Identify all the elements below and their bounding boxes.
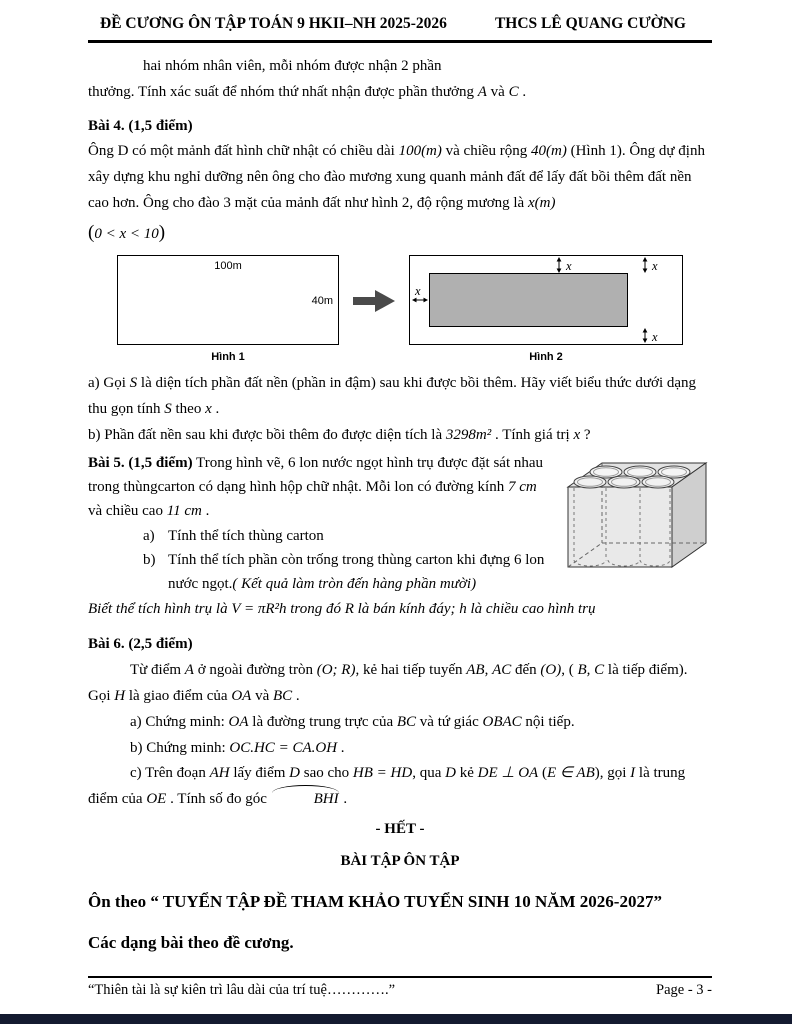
text-segment: kẻ [455,765,478,782]
text-segment: thưởng. Tính xác suất để nhóm thứ nhất nhận được phần thưởng [88,83,478,100]
text-segment: 40(m) [531,143,567,160]
text-segment: và chiều cao [88,503,167,520]
hinh1-length-label: 100m [214,260,242,273]
text-segment: Tính thể tích thùng carton [168,527,324,544]
text-segment: ) [158,221,166,243]
bai4-body [88,139,712,216]
text-segment: 3298m² [445,426,492,443]
text-segment: (O) [540,662,562,679]
text-segment: . [292,687,300,704]
text-segment: ? [580,426,591,443]
text-segment: x [573,426,581,443]
document-body [88,54,712,957]
text-segment: . [518,83,527,100]
text-segment: ( Kết quả làm tròn đến hàng phần mười) [232,576,477,593]
intro-line-1: hai nhóm nhân viên, mỗi nhóm được nhận 2 phần [143,58,442,74]
bai4-part-a [88,371,712,423]
hinh1-width-label: 40m [311,295,333,308]
text-segment: S [129,375,138,392]
arrow-right-icon [351,287,397,315]
text-segment: Biết thể tích hình trụ là V = πR²h trong đó R là bán kính đáy; h là chiều cao hình trụ [88,600,596,617]
page-edge-strip [0,1014,792,1024]
land-figures [88,255,712,367]
hinh2-x-label-left: x [415,284,421,299]
text-segment: . [337,739,345,756]
text-segment: b) Chứng minh: [130,739,230,756]
text-segment: Ông D có một mảnh đất hình chữ nhật có chiều dài [88,143,399,160]
hinh2-x-label-right-top: x [652,259,658,274]
hinh1-caption: Hình 1 [211,351,245,364]
text-segment: . [339,791,348,808]
text-segment: ), gọi [594,765,631,782]
closing-het: - HẾT - [375,820,425,837]
text-segment: BC [396,713,417,730]
text-segment: AC [492,662,512,679]
text-segment: . Tính giá trị [491,426,574,443]
bai5-section [88,451,712,597]
text-segment: và tứ giác [416,713,483,730]
footer-quote: “Thiên tài là sự kiên trì lâu dài của trí tuệ………….” [88,982,396,998]
bai6-part-c [88,761,712,813]
text-segment: b) Phần đất nền sau khi được bồi thêm đo được diện tích là [88,426,446,443]
text-segment: C [508,83,519,100]
text-segment: là giao điểm của [125,687,232,704]
text-segment: S [164,401,172,418]
text-segment: 7 cm [507,479,537,496]
text-segment: A [477,83,487,100]
text-segment: A [184,662,194,679]
bai6-part-a [88,710,712,736]
text-segment: H [114,687,126,704]
hinh1-diagram [117,255,339,345]
text-segment: a) Gọi [88,375,130,392]
carton-front-face [568,487,672,567]
text-segment: OA [231,687,252,704]
text-segment: D [289,765,300,782]
text-segment: là đường trung trực của [248,713,397,730]
text-segment: , qua [412,765,446,782]
hinh2-x-label-right-bottom: x [652,330,658,345]
bai6-part-b [88,736,712,762]
text-segment: 100(m) [398,143,442,160]
carton-figure [560,453,712,575]
text-segment: HB = HD [352,765,413,782]
bai4-part-b [88,423,712,449]
text-segment: B, C [577,662,605,679]
text-segment: AH [209,765,230,782]
text-segment: theo [171,401,206,418]
text-segment: Tính thể tích phần còn trống trong thùng carton khi đựng 6 lon nước ngọt. [168,551,545,593]
bai5-item-b-text [168,552,544,592]
text-segment: Bài 5. (1,5 điểm) [88,454,193,471]
bai6-heading: Bài 6. (2,5 điểm) [88,636,193,653]
page-header [88,15,712,43]
hinh1-figure [117,255,339,367]
bai5-item-a-marker: a) [143,527,155,544]
closing-line-1: Ôn theo “ TUYỂN TẬP ĐỀ THAM KHẢO TUYỂN SINH 10 NĂM 2026-2027” [88,891,662,911]
text-segment: là diện tích phần đất nền (phần in đậm) sau khi được bồi thêm. Hãy viết biểu thức dưới dạng thu gọn tính [88,375,697,418]
bai5-item-a-text [168,528,324,544]
header-title-left: ĐỀ CƯƠNG ÔN TẬP TOÁN 9 HKII–NH 2025-2026 [100,15,447,32]
bai4-heading: Bài 4. (1,5 điểm) [88,117,193,134]
text-segment: . Tính số đo góc [166,791,271,808]
closing-title: BÀI TẬP ÔN TẬP [340,852,460,869]
text-segment: OA [228,713,249,730]
text-segment: . [201,503,210,520]
text-segment: , kẻ hai tiếp tuyến [355,662,467,679]
hinh2-core-region [430,274,628,327]
text-segment: DE ⊥ OA [477,765,539,782]
text-segment: x [205,401,212,418]
text-segment: a) Chứng minh: [130,713,229,730]
can-tops [574,466,690,488]
text-segment: nội tiếp. [521,713,575,730]
text-segment: lấy điểm [229,765,290,782]
text-segment: và chiều rộng [441,143,532,160]
hinh2-caption: Hình 2 [529,351,563,364]
text-segment: E ∈ AB [546,765,595,782]
text-segment: và [486,83,509,100]
text-segment: ( [538,765,547,782]
text-segment: ở ngoài đường tròn [193,662,317,679]
text-segment: . [211,401,220,418]
text-segment: đến [511,662,541,679]
bai5-item-b-marker: b) [143,551,156,568]
hinh2-x-label-top: x [566,259,572,274]
text-segment: (O; R) [316,662,356,679]
text-segment: BHI [271,787,340,813]
text-segment: 11 cm [166,503,202,520]
text-segment: OE [146,791,167,808]
text-segment: D [445,765,456,782]
text-segment: 0 < x < 10 [94,225,159,242]
hinh2-figure [409,255,683,367]
text-segment: và [251,687,273,704]
cylinder-volume-note [88,597,712,623]
text-segment: BC [272,687,293,704]
text-segment: , ( [561,662,578,679]
text-segment: x(m) [527,194,556,211]
text-segment: Từ điểm [130,662,185,679]
closing-line-2: Các dạng bài theo đề cương. [88,932,294,952]
bai6-intro [88,658,712,710]
page-footer [88,976,712,999]
bai4-constraint [88,217,712,250]
text-segment: là tiếp điểm). Gọi [88,662,688,704]
header-title-right: THCS LÊ QUANG CƯỜNG [494,15,686,32]
text-segment: là trung điểm của [88,765,686,808]
text-segment: Trong hình vẽ, 6 lon nước ngọt hình trụ được đặt sát nhau trong thùngcarton có dạng hình hộp chữ nhật. Mỗi lon có đường kính [88,454,544,496]
footer-page-number: Page - 3 - [656,982,712,998]
text-segment: , [484,662,493,679]
carton-diagram [560,453,712,575]
text-segment: (Hình 1). Ông dự định xây dựng khu nghỉ dưỡng nên ông cho đào mương xung quanh mảnh đất để lấy đất bồi thêm đất nền cao hơn. Ông cho đào 3 mặt của mảnh đất như hình 2, độ rộng mương là [88,143,705,211]
text-segment: I [630,765,636,782]
text-segment: c) Trên đoạn [130,765,210,782]
text-segment: AB [466,662,485,679]
text-segment: ( [88,221,95,243]
text-segment: OBAC [482,713,522,730]
intro-line-2 [88,80,712,106]
text-segment: OC.HC = CA.OH [229,739,338,756]
hinh2-diagram [409,255,683,345]
text-segment: sao cho [300,765,353,782]
